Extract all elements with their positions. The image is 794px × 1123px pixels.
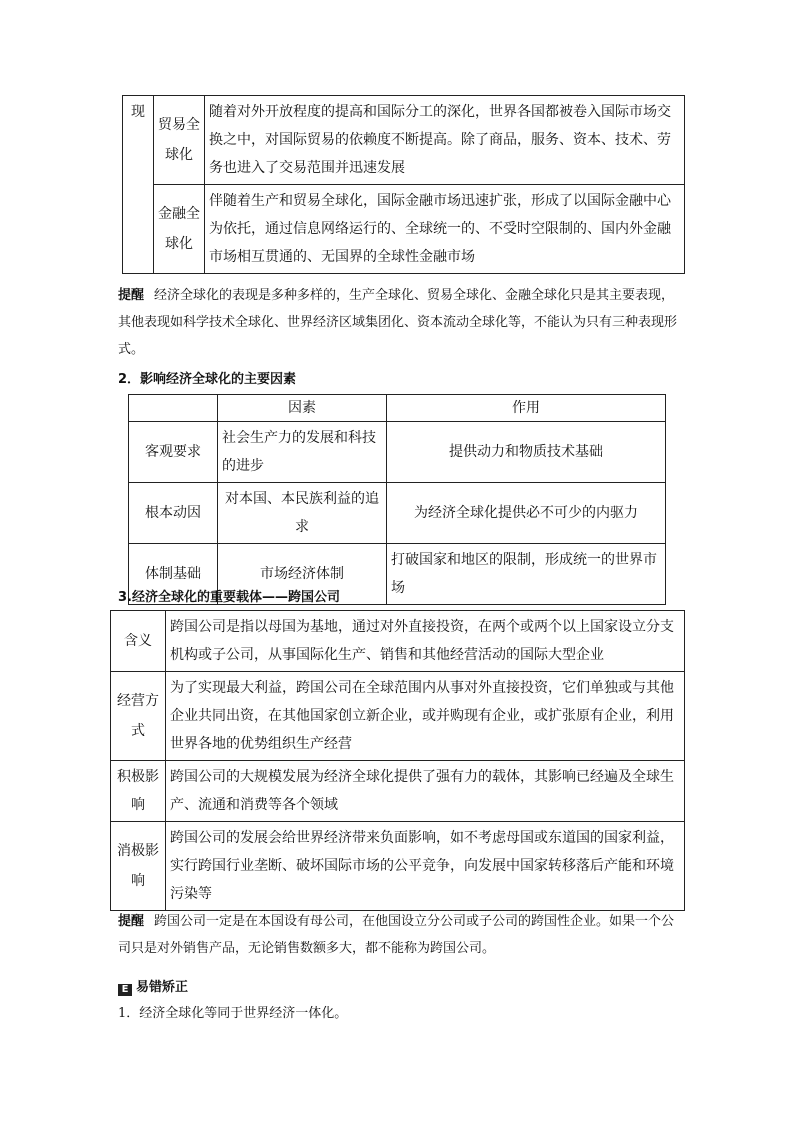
table-row [111, 822, 685, 911]
row-label-cell: 经营方式 [111, 672, 166, 761]
section-mark-icon: E [118, 984, 132, 996]
list-item: 1．经济全球化等同于世界经济一体化。 [118, 1006, 348, 1021]
table-row [129, 483, 666, 544]
section-title: 易错矫正 [136, 980, 189, 995]
table-row [129, 422, 666, 483]
table-row [111, 672, 685, 761]
header-cell [129, 395, 218, 422]
table-row [111, 761, 685, 822]
table-header-row [129, 395, 666, 422]
tip-text: 跨国公司一定是在本国设有母公司，在他国设立分公司或子公司的跨国性企业。如果一个公司只是对外销售产品，无论销售数额多大，都不能称为跨国公司。 [118, 914, 675, 956]
globalization-forms-table [122, 95, 685, 274]
factors-table [128, 394, 666, 605]
tip-note [118, 282, 678, 363]
table-row [123, 96, 685, 185]
row-text-cell: 随着对外开放程度的提高和国际分工的深化，世界各国都被卷入国际市场交换之中，对国际贸易的依赖度不断提高。除了商品，服务、资本、技术、劳务也进入了交易范围并迅速发展 [205, 96, 685, 185]
section-heading [118, 976, 188, 996]
section-heading: 3.经济全球化的重要载体——跨国公司 [118, 590, 340, 605]
factor-cell: 对本国、本民族利益的追求 [218, 483, 387, 544]
row-text-cell: 跨国公司的大规模发展为经济全球化提供了强有力的载体，其影响已经遍及全球生产、流通和消费等各个领域 [166, 761, 685, 822]
section-heading: 2．影响经济全球化的主要因素 [118, 372, 297, 387]
effect-cell: 为经济全球化提供必不可少的内驱力 [387, 483, 666, 544]
row-text-cell: 跨国公司是指以母国为基地，通过对外直接投资，在两个或两个以上国家设立分支机构或子公司，从事国际化生产、销售和其他经营活动的国际大型企业 [166, 611, 685, 672]
header-cell: 作用 [387, 395, 666, 422]
row-label-cell: 贸易全球化 [154, 96, 205, 185]
multinational-table [110, 610, 685, 911]
factor-cell: 社会生产力的发展和科技的进步 [218, 422, 387, 483]
row-label-cell: 金融全球化 [154, 185, 205, 274]
tip-text: 经济全球化的表现是多种多样的，生产全球化、贸易全球化、金融全球化只是其主要表现，其他表现如科学技术全球化、世界经济区域集团化、资本流动全球化等，不能认为只有三种表现形式。 [118, 288, 678, 357]
factor-cell: 市场经济体制 [218, 544, 387, 605]
row-label-cell: 含义 [111, 611, 166, 672]
table-row [111, 611, 685, 672]
header-cell: 因素 [218, 395, 387, 422]
row-label-cell: 积极影响 [111, 761, 166, 822]
table-row [123, 185, 685, 274]
tip-label: 提醒 [118, 914, 145, 929]
row-text-cell: 跨国公司的发展会给世界经济带来负面影响，如不考虑母国或东道国的国家利益，实行跨国行业垄断、破坏国际市场的公平竞争，向发展中国家转移落后产能和环境污染等 [166, 822, 685, 911]
row-label-cell: 消极影响 [111, 822, 166, 911]
section-label-cell: 现 [123, 96, 154, 274]
tip-note [118, 908, 678, 962]
factor-name-cell: 根本动因 [129, 483, 218, 544]
effect-cell: 打破国家和地区的限制，形成统一的世界市场 [387, 544, 666, 605]
row-text-cell: 为了实现最大利益，跨国公司在全球范围内从事对外直接投资，它们单独或与其他企业共同出资，在其他国家创立新企业，或并购现有企业，或扩张原有企业，利用世界各地的优势组织生产经营 [166, 672, 685, 761]
tip-label: 提醒 [118, 288, 145, 303]
factor-name-cell: 客观要求 [129, 422, 218, 483]
factor-name-cell: 体制基础 [129, 544, 218, 605]
row-text-cell: 伴随着生产和贸易全球化，国际金融市场迅速扩张，形成了以国际金融中心为依托，通过信息网络运行的、全球统一的、不受时空限制的、国内外金融市场相互贯通的、无国界的全球性金融市场 [205, 185, 685, 274]
effect-cell: 提供动力和物质技术基础 [387, 422, 666, 483]
